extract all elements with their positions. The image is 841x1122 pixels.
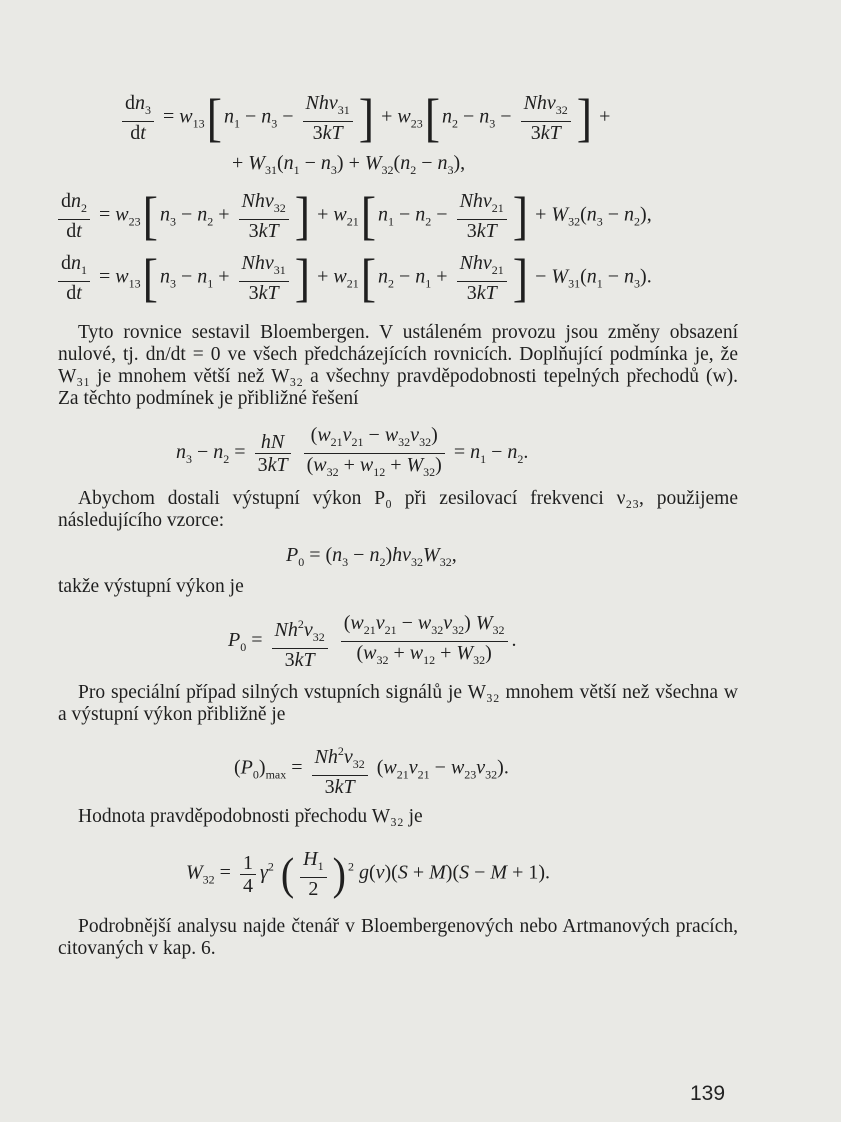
paragraph-transition-probability: Hodnota pravděpodobnosti přechodu W₃₂ je	[78, 806, 423, 827]
equation-W32: $W_{32}$ = $\frac{1}{4}$ $\gamma^2$ ( $\frac{H_1}{2}$ ) $^2$ g(ν)(S + M)(S − M + 1).	[186, 847, 551, 900]
equation-dn2: $\frac{dn_2}{dt}$ = $w_{23}$[ $n_3 - n_2$ + $\frac{Nh\nu_{32}}{3kT}$ ] + $w_{21}$[ $n_1 - n_2$ − $\frac{Nh\nu_{21}}{3kT}$ ] + $W_{32}(n_3 - n_2)$,	[54, 190, 652, 242]
paragraph-bloembergen: Tyto rovnice sestavil Bloembergen. V ustáleném provozu jsou změny obsazení nulové, tj. dn/dt = 0 ve všech předcházejících rovnicích. Doplňující podmínka je, že W₃₁ je mnohem větší než W₃₂ a všechny pravděpodobnosti tepelných přechodů (w). Za těchto podmínek je přibližné řešení	[58, 322, 738, 409]
equation-dn3-line1: $\frac{dn_3}{dt}$ = $w_{13}$[ $n_1 - n_3$ − $\frac{Nh\nu_{31}}{3kT}$ ] + $w_{23}$[ $n_2 - n_3$ − $\frac{Nh\nu_{32}}{3kT}$ ] +	[118, 92, 610, 144]
equation-dn1: $\frac{dn_1}{dt}$ = $w_{13}$[ $n_3 - n_1$ + $\frac{Nh\nu_{31}}{3kT}$ ] + $w_{21}$[ $n_2 - n_1$ + $\frac{Nh\nu_{21}}{3kT}$ ] − $W_{31}(n_1 - n_3)$.	[54, 252, 652, 304]
paragraph-output-power-intro: Abychom dostali výstupní výkon P₀ při zesilovací frekvenci ν₂₃, použijeme následujícího vzorce:	[58, 488, 738, 531]
paragraph-takze: takže výstupní výkon je	[58, 576, 244, 597]
page-number: 139	[690, 1082, 726, 1105]
equation-P0-max: $(P_0)_{max}$ = $\frac{Nh^2\nu_{32}}{3kT}$ $(w_{21}\nu_{21} - w_{23}\nu_{32})$.	[234, 740, 509, 798]
equation-P0-result: $P_0$ = $\frac{Nh^2\nu_{32}}{3kT}$ $\frac{(w_{21}\nu_{21} - w_{32}\nu_{32}) W_{32}}{(w_{32} + w_{12} + W_{32})}$ .	[228, 612, 517, 671]
equation-dn3-line2: + $W_{31}(n_1 - n_3) + W_{32}(n_2 - n_3)$,	[232, 152, 466, 177]
paragraph-further-reading: Podrobnější analysu najde čtenář v Bloembergenových nebo Artmanových pracích, citovaných v kap. 6.	[58, 916, 738, 959]
paragraph-strong-signals: Pro speciální případ silných vstupních signálů je W₃₂ mnohem větší než všechna w a výstupní výkon přibližně je	[58, 682, 738, 725]
equation-steady-state: $n_3 - n_2$ = $\frac{hN}{3kT}$ $\frac{(w_{21}\nu_{21} - w_{32}\nu_{32})}{(w_{32} + w_{12} + W_{32})}$ = $n_1 - n_2$.	[176, 424, 529, 479]
equation-P0-definition: $P_0 = (n_3 - n_2)h\nu_{32}W_{32}$,	[286, 544, 457, 569]
